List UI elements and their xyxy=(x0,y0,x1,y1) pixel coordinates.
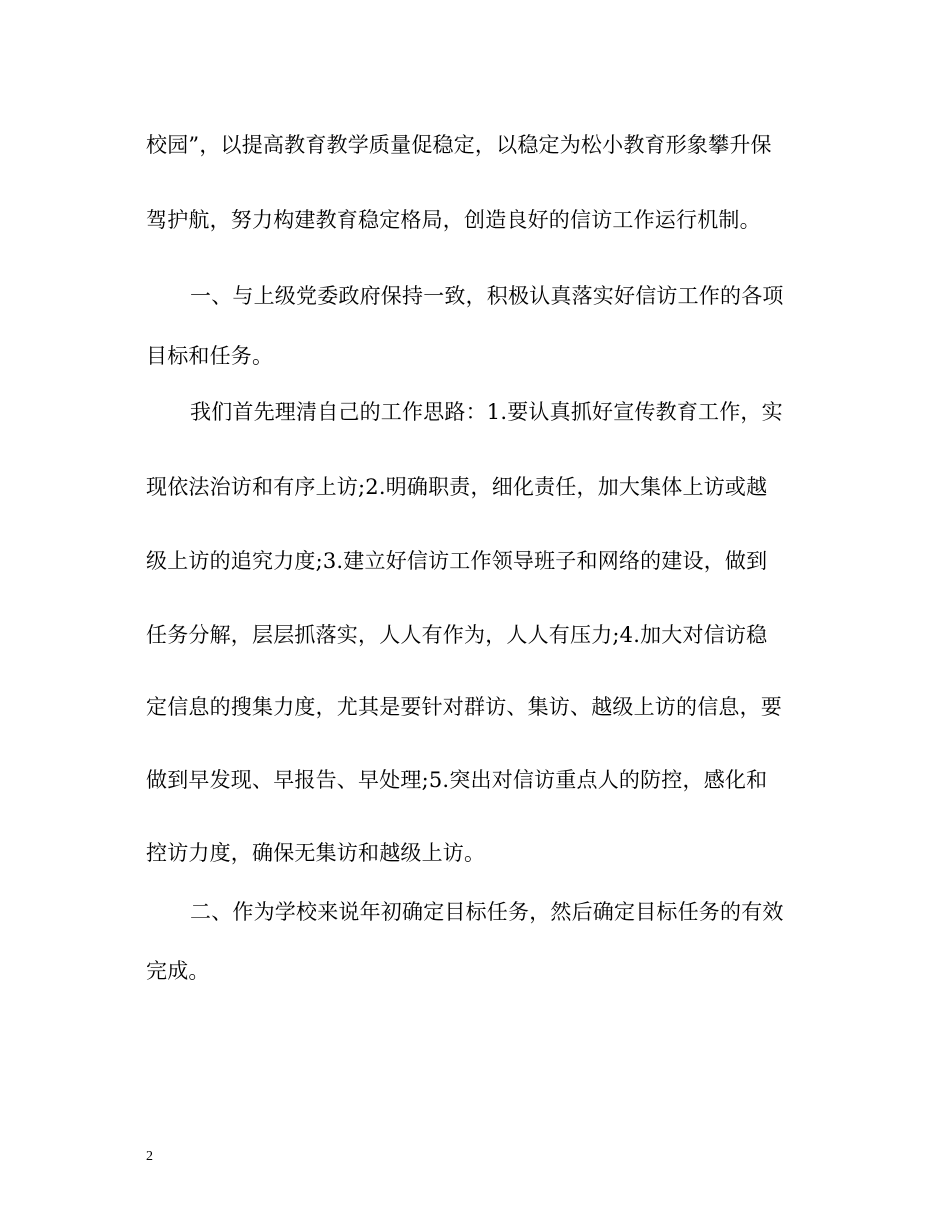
paragraph-line-9: 控访力度，确保无集访和越级上访。 xyxy=(146,841,486,865)
paragraph-line-3: 我们首先理清自己的工作思路：1.要认真抓好宣传教育工作，实 xyxy=(190,400,783,424)
section-heading-2-continued: 完成。 xyxy=(146,959,210,983)
paragraph-line-4: 现依法治访和有序上访;2.明确职责，细化责任，加大集体上访或越 xyxy=(146,475,768,499)
paragraph-line-2: 驾护航，努力构建教育稳定格局，创造良好的信访工作运行机制。 xyxy=(146,208,761,232)
page-number: 2 xyxy=(146,1149,153,1164)
section-heading-1: 一、与上级党委政府保持一致，积极认真落实好信访工作的各项 xyxy=(190,284,784,308)
paragraph-line-8: 做到早发现、早报告、早处理;5.突出对信访重点人的防控，感化和 xyxy=(146,768,768,792)
paragraph-line-6: 任务分解，层层抓落实，人人有作为，人人有压力;4.加大对信访稳 xyxy=(146,623,768,647)
section-heading-2: 二、作为学校来说年初确定目标任务，然后确定目标任务的有效 xyxy=(190,900,784,924)
paragraph-line-7: 定信息的搜集力度，尤其是要针对群访、集访、越级上访的信息，要 xyxy=(146,695,782,719)
section-heading-1-continued: 目标和任务。 xyxy=(146,344,274,368)
paragraph-line-1: 校园”，以提高教育教学质量促稳定，以稳定为松小教育形象攀升保 xyxy=(146,133,772,157)
paragraph-line-5: 级上访的追究力度;3.建立好信访工作领导班子和网络的建设，做到 xyxy=(146,549,768,573)
